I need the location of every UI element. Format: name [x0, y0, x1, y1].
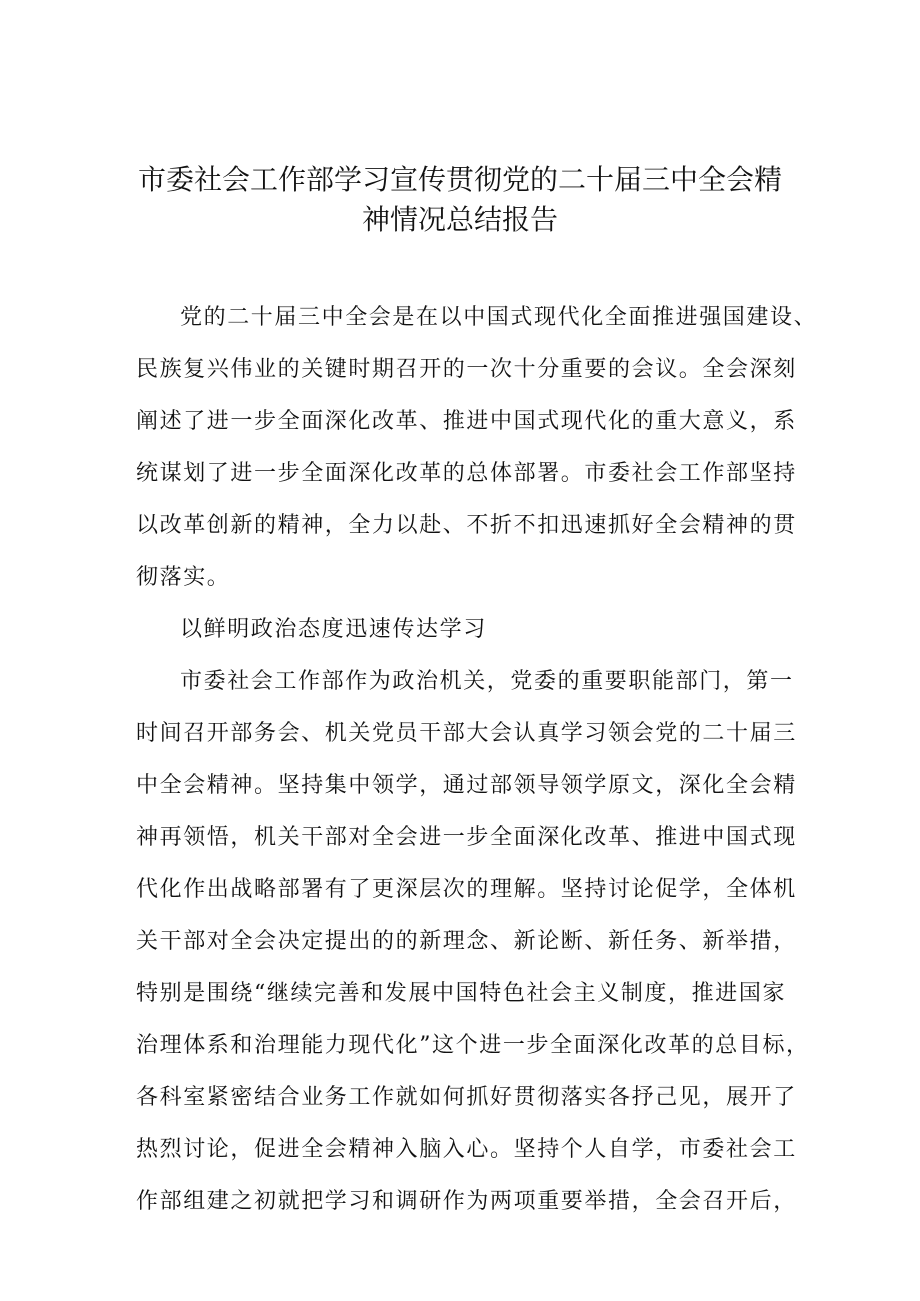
- title-line-1: 市委社会工作部学习宣传贯彻党的二十届三中全会精: [137, 163, 782, 196]
- document-title: [120, 160, 800, 240]
- body-line: 中全会精神。坚持集中领学，通过部领导领学原文，深化全会精: [136, 773, 797, 798]
- body-line: 统谋划了进一步全面深化改革的总体部署。市委社会工作部坚持: [136, 461, 797, 486]
- body-line: 市委社会工作部作为政治机关，党委的重要职能部门，第一: [180, 669, 794, 694]
- body-line: 各科室紧密结合业务工作就如何抓好贯彻落实各抒己见，展开了: [136, 1085, 797, 1110]
- body-line: 阐述了进一步全面深化改革、推进中国式现代化的重大意义，系: [136, 409, 797, 434]
- body-line: 治理体系和治理能力现代化”这个进一步全面深化改革的总目标，: [136, 1033, 810, 1058]
- body-line: 热烈讨论，促进全会精神入脑入心。坚持个人自学，市委社会工: [136, 1137, 797, 1162]
- title-line-2: 神情况总结报告: [361, 203, 558, 236]
- body-line: 时间召开部务会、机关党员干部大会认真学习领会党的二十届三: [136, 721, 797, 746]
- document-body: [136, 292, 818, 1228]
- body-line: 彻落实。: [136, 565, 231, 590]
- body-line: 党的二十届三中全会是在以中国式现代化全面推进强国建设、: [180, 305, 818, 330]
- body-line: 民族复兴伟业的关键时期召开的一次十分重要的会议。全会深刻: [136, 357, 797, 382]
- body-line: 特别是围绕“继续完善和发展中国特色社会主义制度，推进国家: [136, 981, 787, 1006]
- body-line: 代化作出战略部署有了更深层次的理解。坚持讨论促学，全体机: [136, 877, 797, 902]
- body-line: 关干部对全会决定提出的的新理念、新论断、新任务、新举措，: [136, 929, 797, 954]
- body-line: 神再领悟，机关干部对全会进一步全面深化改革、推进中国式现: [136, 825, 797, 850]
- body-line: 以改革创新的精神，全力以赴、不折不扣迅速抓好全会精神的贯: [136, 513, 797, 538]
- body-line: 作部组建之初就把学习和调研作为两项重要举措，全会召开后，: [136, 1189, 797, 1214]
- body-line: 以鲜明政治态度迅速传达学习: [180, 617, 487, 642]
